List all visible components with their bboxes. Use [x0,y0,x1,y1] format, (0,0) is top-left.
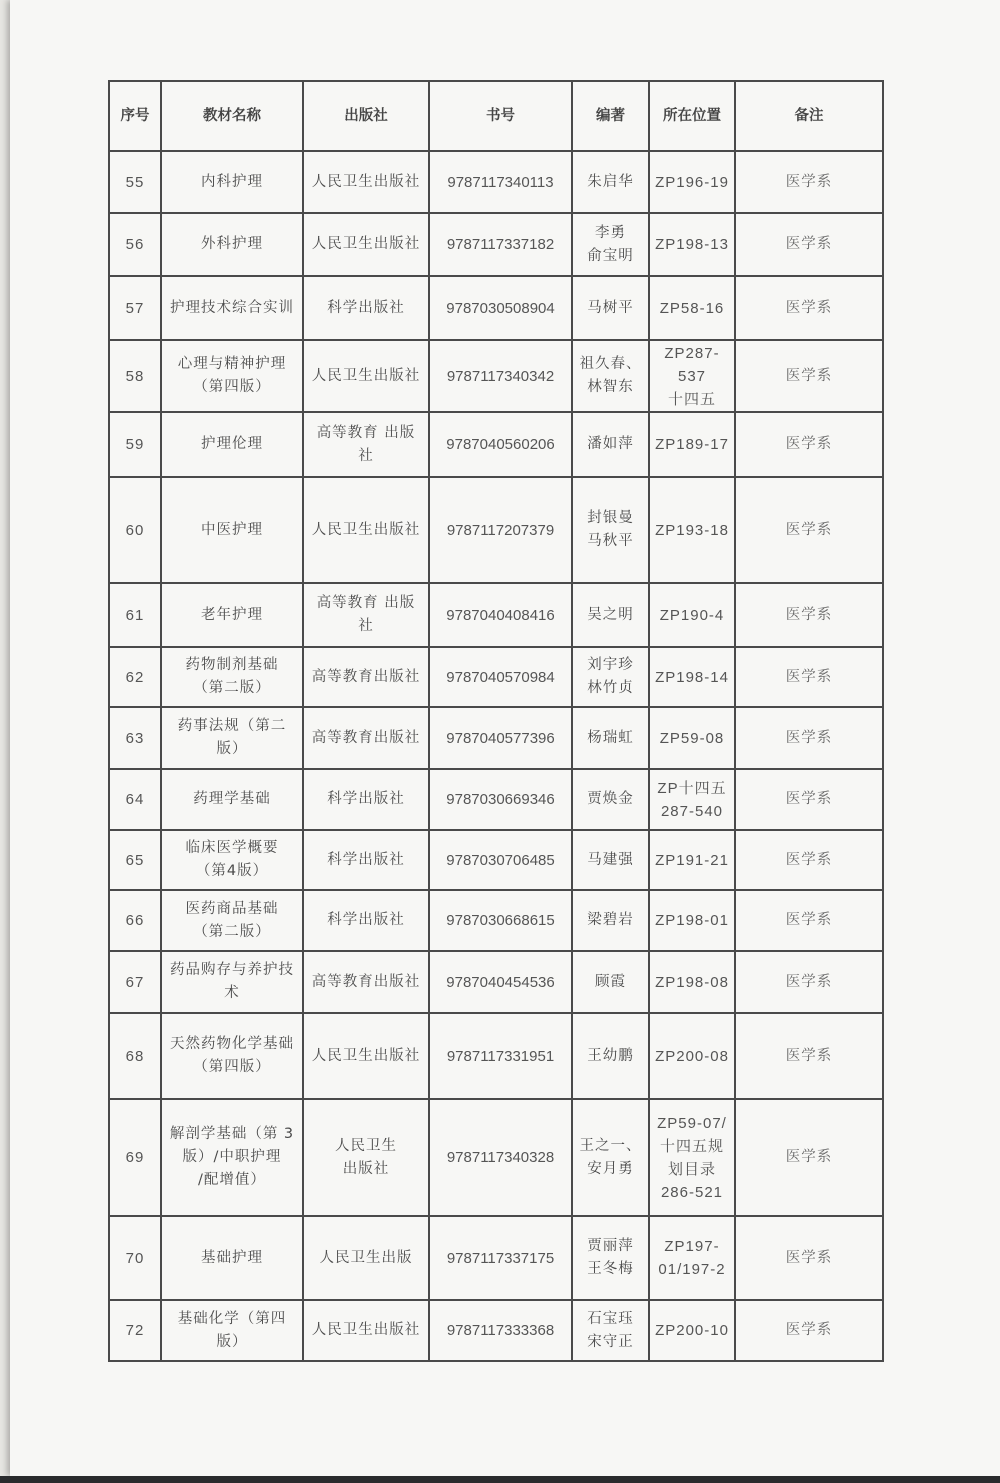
cell-seq: 69 [109,1099,161,1216]
cell-location: ZP198-08 [649,951,735,1013]
table-row [109,951,883,1013]
cell-note: 医学系 [735,951,883,1013]
cell-publisher: 高等教育出版社 [303,707,429,769]
table-row [109,477,883,583]
cell-publisher: 高等教育出版社 [303,951,429,1013]
cell-note: 医学系 [735,769,883,830]
cell-seq: 72 [109,1300,161,1361]
cell-publisher: 科学出版社 [303,830,429,890]
cell-note: 医学系 [735,477,883,583]
table-row [109,830,883,890]
cell-location: ZP198-14 [649,647,735,707]
cell-author: 李勇 俞宝明 [572,213,649,276]
table-row [109,769,883,830]
cell-publisher: 人民卫生出版社 [303,1300,429,1361]
cell-isbn: 9787117337182 [429,213,572,276]
cell-location: ZP190-4 [649,583,735,647]
table-row [109,890,883,951]
cell-location: ZP59-07/ 十四五规 划目录 286-521 [649,1099,735,1216]
table-body [109,151,883,1361]
cell-author: 王之一、 安月勇 [572,1099,649,1216]
cell-author: 王幼鹏 [572,1013,649,1099]
textbook-table [108,80,884,1362]
table-row [109,276,883,340]
cell-location: ZP58-16 [649,276,735,340]
cell-author: 贾焕金 [572,769,649,830]
cell-seq: 63 [109,707,161,769]
header-note: 备注 [735,81,883,151]
cell-location: ZP200-10 [649,1300,735,1361]
cell-author: 马树平 [572,276,649,340]
cell-location: ZP197- 01/197-2 [649,1216,735,1300]
cell-author: 祖久春、 林智东 [572,340,649,412]
cell-location: ZP196-19 [649,151,735,213]
header-location: 所在位置 [649,81,735,151]
cell-note: 医学系 [735,1099,883,1216]
cell-note: 医学系 [735,1013,883,1099]
cell-note: 医学系 [735,412,883,477]
cell-seq: 61 [109,583,161,647]
cell-title: 基础化学（第四 版） [161,1300,303,1361]
cell-seq: 62 [109,647,161,707]
table-row [109,707,883,769]
cell-publisher: 高等教育出版社 [303,647,429,707]
cell-note: 医学系 [735,340,883,412]
cell-isbn: 9787040560206 [429,412,572,477]
cell-publisher: 科学出版社 [303,769,429,830]
cell-seq: 60 [109,477,161,583]
cell-note: 医学系 [735,890,883,951]
table-row [109,647,883,707]
cell-isbn: 9787030706485 [429,830,572,890]
cell-isbn: 9787117333368 [429,1300,572,1361]
cell-publisher: 人民卫生出版 [303,1216,429,1300]
cell-author: 马建强 [572,830,649,890]
header-seq: 序号 [109,81,161,151]
cell-isbn: 9787030508904 [429,276,572,340]
cell-publisher: 科学出版社 [303,276,429,340]
table-row [109,1099,883,1216]
scan-bottom-edge [0,1476,1000,1483]
cell-title: 药理学基础 [161,769,303,830]
table-row [109,213,883,276]
cell-title: 药物制剂基础 （第二版） [161,647,303,707]
cell-note: 医学系 [735,213,883,276]
cell-author: 潘如萍 [572,412,649,477]
cell-author: 吴之明 [572,583,649,647]
cell-location: ZP191-21 [649,830,735,890]
cell-publisher: 人民卫生出版社 [303,340,429,412]
header-title: 教材名称 [161,81,303,151]
cell-isbn: 9787040570984 [429,647,572,707]
table-header-row [109,81,883,151]
cell-note: 医学系 [735,647,883,707]
table-row [109,412,883,477]
cell-author: 朱启华 [572,151,649,213]
cell-title: 护理技术综合实训 [161,276,303,340]
cell-isbn: 9787040408416 [429,583,572,647]
cell-author: 石宝珏 宋守正 [572,1300,649,1361]
cell-title: 心理与精神护理 （第四版） [161,340,303,412]
cell-isbn: 9787117340342 [429,340,572,412]
cell-title: 外科护理 [161,213,303,276]
cell-publisher: 人民卫生 出版社 [303,1099,429,1216]
cell-title: 解剖学基础（第 3 版）/中职护理 /配增值） [161,1099,303,1216]
cell-seq: 66 [109,890,161,951]
cell-publisher: 人民卫生出版社 [303,1013,429,1099]
cell-title: 临床医学概要 （第4版） [161,830,303,890]
cell-title: 医药商品基础 （第二版） [161,890,303,951]
cell-note: 医学系 [735,1300,883,1361]
cell-title: 药品购存与养护技 术 [161,951,303,1013]
cell-title: 护理伦理 [161,412,303,477]
cell-seq: 68 [109,1013,161,1099]
cell-author: 刘宇珍 林竹贞 [572,647,649,707]
cell-isbn: 9787030668615 [429,890,572,951]
cell-title: 内科护理 [161,151,303,213]
cell-author: 顾霞 [572,951,649,1013]
cell-publisher: 高等教育 出版 社 [303,412,429,477]
cell-author: 梁碧岩 [572,890,649,951]
table-row [109,1216,883,1300]
table-row [109,340,883,412]
cell-seq: 58 [109,340,161,412]
cell-location: ZP十四五 287-540 [649,769,735,830]
cell-note: 医学系 [735,1216,883,1300]
cell-author: 杨瑞虹 [572,707,649,769]
table-row [109,583,883,647]
cell-title: 天然药物化学基础 （第四版） [161,1013,303,1099]
cell-note: 医学系 [735,276,883,340]
cell-isbn: 9787040454536 [429,951,572,1013]
table-row [109,1013,883,1099]
cell-note: 医学系 [735,830,883,890]
cell-isbn: 9787117340328 [429,1099,572,1216]
cell-note: 医学系 [735,583,883,647]
cell-location: ZP198-13 [649,213,735,276]
header-author: 编著 [572,81,649,151]
cell-seq: 70 [109,1216,161,1300]
cell-title: 药事法规（第二 版） [161,707,303,769]
cell-seq: 59 [109,412,161,477]
cell-seq: 64 [109,769,161,830]
cell-publisher: 人民卫生出版社 [303,477,429,583]
header-isbn: 书号 [429,81,572,151]
cell-author: 贾丽萍 王冬梅 [572,1216,649,1300]
cell-title: 基础护理 [161,1216,303,1300]
table-row [109,151,883,213]
cell-location: ZP59-08 [649,707,735,769]
cell-publisher: 高等教育 出版 社 [303,583,429,647]
cell-location: ZP200-08 [649,1013,735,1099]
cell-location: ZP189-17 [649,412,735,477]
cell-publisher: 科学出版社 [303,890,429,951]
cell-location: ZP198-01 [649,890,735,951]
cell-author: 封银曼 马秋平 [572,477,649,583]
cell-location: ZP193-18 [649,477,735,583]
cell-location: ZP287-537 十四五 [649,340,735,412]
cell-seq: 55 [109,151,161,213]
cell-seq: 57 [109,276,161,340]
cell-isbn: 9787030669346 [429,769,572,830]
cell-seq: 65 [109,830,161,890]
cell-isbn: 9787117331951 [429,1013,572,1099]
cell-title: 中医护理 [161,477,303,583]
cell-note: 医学系 [735,707,883,769]
cell-isbn: 9787040577396 [429,707,572,769]
cell-note: 医学系 [735,151,883,213]
cell-seq: 67 [109,951,161,1013]
cell-isbn: 9787117340113 [429,151,572,213]
header-publisher: 出版社 [303,81,429,151]
cell-publisher: 人民卫生出版社 [303,213,429,276]
cell-seq: 56 [109,213,161,276]
cell-isbn: 9787117337175 [429,1216,572,1300]
table-row [109,1300,883,1361]
cell-isbn: 9787117207379 [429,477,572,583]
cell-publisher: 人民卫生出版社 [303,151,429,213]
cell-title: 老年护理 [161,583,303,647]
